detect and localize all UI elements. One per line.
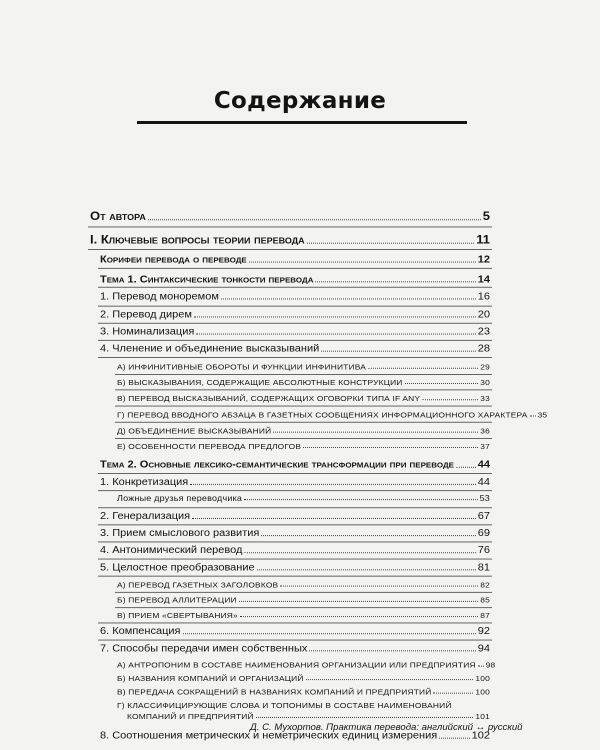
toc-entry-topic-2[interactable] bbox=[100, 460, 490, 471]
dot-leader bbox=[183, 633, 476, 634]
toc-entry-text: 4. Антонимический перевод bbox=[100, 545, 243, 556]
section-divider bbox=[98, 640, 492, 641]
toc-entry-page: 44 bbox=[477, 476, 490, 488]
toc-entry-page: 29 bbox=[480, 362, 490, 372]
toc-entry-page: 23 bbox=[477, 326, 490, 338]
section-divider bbox=[98, 323, 492, 324]
toc-subentry[interactable] bbox=[117, 394, 490, 403]
dot-leader bbox=[303, 447, 478, 448]
toc-entry-page: 82 bbox=[480, 580, 490, 590]
dot-leader bbox=[422, 399, 478, 400]
dot-leader bbox=[194, 317, 476, 318]
dot-leader bbox=[306, 679, 474, 680]
toc-entry[interactable] bbox=[100, 344, 490, 355]
toc-subentry[interactable] bbox=[117, 611, 490, 620]
toc-entry[interactable] bbox=[100, 545, 490, 556]
section-divider bbox=[88, 249, 492, 250]
toc-entry-page: 16 bbox=[477, 291, 490, 303]
toc-subentry-continuation[interactable] bbox=[127, 712, 490, 721]
section-divider bbox=[98, 306, 492, 307]
dot-leader bbox=[192, 518, 476, 519]
section-divider bbox=[115, 592, 492, 593]
section-divider bbox=[98, 559, 492, 560]
toc-entry-page: 67 bbox=[477, 510, 490, 522]
toc-entry-text: Ложные друзья переводчика bbox=[117, 493, 243, 503]
toc-entry-text: А) ИНФИНИТИВНЫЕ ОБОРОТЫ И ФУНКЦИИ ИНФИНИТИВА bbox=[117, 362, 367, 372]
dot-leader bbox=[273, 432, 478, 433]
toc-entry-page: 69 bbox=[477, 528, 490, 539]
toc-entry-text: 2. Генерализация bbox=[100, 510, 191, 522]
section-divider bbox=[98, 623, 492, 624]
dot-leader bbox=[439, 738, 469, 739]
section-divider bbox=[98, 576, 492, 577]
toc-entry[interactable] bbox=[100, 291, 490, 302]
dot-leader bbox=[239, 601, 479, 602]
toc-entry-text: Б) ПЕРЕВОД АЛЛИТЕРАЦИИ bbox=[117, 595, 237, 605]
toc-subentry[interactable] bbox=[117, 494, 490, 503]
dot-leader bbox=[244, 499, 477, 500]
toc-entry-text: А) ПЕРЕВОД ГАЗЕТНЫХ ЗАГОЛОВКОВ bbox=[117, 580, 279, 590]
dot-leader bbox=[221, 299, 476, 300]
toc-entry[interactable] bbox=[100, 477, 490, 488]
toc-subentry[interactable] bbox=[117, 701, 490, 710]
toc-entry-page: 35 bbox=[537, 410, 548, 420]
dot-leader bbox=[368, 368, 478, 369]
section-divider bbox=[98, 490, 492, 491]
toc-subentry[interactable] bbox=[117, 580, 490, 589]
toc-entry-from-author[interactable] bbox=[90, 209, 490, 223]
section-divider bbox=[115, 607, 492, 608]
dot-leader bbox=[196, 334, 475, 335]
toc-entry-text: I. Ключевые вопросы теории перевода bbox=[90, 232, 305, 247]
toc-entry-text: В) ПРИЕМ «СВЕРТЫВАНИЯ» bbox=[117, 610, 238, 620]
dot-leader bbox=[478, 666, 484, 667]
toc-entry-text: 5. Целостное преобразование bbox=[100, 562, 255, 573]
dot-leader bbox=[405, 383, 479, 384]
toc-entry-page: 53 bbox=[479, 493, 490, 503]
toc-entry-page: 102 bbox=[471, 730, 490, 742]
toc-subentry[interactable] bbox=[117, 660, 496, 670]
toc-entry-text: Д) ОБЪЕДИНЕНИЕ ВЫСКАЗЫВАНИЙ bbox=[117, 426, 272, 436]
dot-leader bbox=[249, 262, 476, 263]
toc-entry-text: От автора bbox=[90, 209, 146, 223]
dot-leader bbox=[309, 650, 475, 651]
toc-entry[interactable] bbox=[100, 326, 490, 337]
toc-entry-text: Б) НАЗВАНИЯ КОМПАНИЙ И ОРГАНИЗАЦИЙ bbox=[117, 673, 304, 683]
dot-leader bbox=[307, 243, 475, 244]
toc-entry-text: Г) ПЕРЕВОД ВВОДНОГО АБЗАЦА В ГАЗЕТНЫХ СООБЩЕНИЯХ ИНФОРМАЦИОННОГО ХАРАКТЕРА bbox=[117, 410, 528, 420]
toc-entry-page: 12 bbox=[477, 254, 490, 266]
section-divider bbox=[88, 227, 492, 228]
toc-entry[interactable] bbox=[100, 528, 490, 539]
toc-subentry[interactable] bbox=[117, 426, 490, 435]
toc-entry-page: 28 bbox=[477, 343, 490, 355]
toc-entry-page: 100 bbox=[475, 687, 490, 697]
section-divider bbox=[98, 287, 492, 288]
toc-entry-text: 7. Способы передачи имен собственных bbox=[100, 643, 308, 654]
toc-entry-text: 8. Соотношения метрических и неметрических единиц измерения bbox=[100, 730, 438, 742]
toc-entry-page: 44 bbox=[477, 459, 490, 471]
toc-entry[interactable] bbox=[100, 626, 490, 637]
dot-leader bbox=[315, 281, 475, 282]
toc-entry[interactable] bbox=[100, 309, 490, 320]
section-divider bbox=[115, 374, 492, 375]
dot-leader bbox=[240, 616, 478, 617]
toc-entry-page: 5 bbox=[482, 209, 490, 223]
toc-entry-text: А) АНТРОПОНИМ В СОСТАВЕ НАИМЕНОВАНИЯ ОРГАНИЗАЦИИ ИЛИ ПРЕДПРИЯТИЯ bbox=[117, 660, 476, 670]
toc-entry-masters[interactable] bbox=[100, 254, 490, 265]
section-divider bbox=[115, 406, 492, 407]
toc-entry-text: Б) ВЫСКАЗЫВАНИЯ, СОДЕРЖАЩИЕ АБСОЛЮТНЫЕ КОНСТРУКЦИИ bbox=[117, 377, 403, 387]
dot-leader bbox=[261, 535, 475, 536]
toc-subentry[interactable] bbox=[117, 596, 490, 605]
section-divider bbox=[98, 524, 492, 525]
toc-entry[interactable] bbox=[100, 643, 490, 654]
section-divider bbox=[98, 473, 492, 474]
toc-entry[interactable] bbox=[100, 562, 490, 573]
toc-entry-page: 81 bbox=[477, 562, 490, 573]
toc-subentry[interactable] bbox=[117, 378, 490, 387]
toc-entry-text: Корифеи перевода о переводе bbox=[100, 254, 247, 266]
dot-leader bbox=[433, 693, 473, 694]
toc-entry-text: 1. Конкретизация bbox=[100, 476, 189, 488]
page-title: Содержание bbox=[213, 88, 387, 114]
toc-entry-page: 30 bbox=[480, 377, 490, 387]
toc-entry-page: 20 bbox=[477, 309, 490, 321]
section-divider bbox=[115, 389, 492, 390]
toc-subentry[interactable] bbox=[117, 442, 490, 451]
toc-entry-text: 1. Перевод моноремом bbox=[100, 291, 219, 303]
dot-leader bbox=[280, 586, 478, 587]
toc-entry-text: В) ПЕРЕВОД ВЫСКАЗЫВАНИЙ, СОДЕРЖАЩИХ ОГОВОРКИ ТИПА IF ANY bbox=[117, 393, 421, 403]
toc-entry-page: 98 bbox=[485, 660, 496, 670]
running-footer: Д. С. Мухортов. Практика перевода: английский ↔ русский bbox=[250, 722, 523, 733]
toc-entry-text: 2. Перевод дирем bbox=[100, 309, 192, 321]
section-divider bbox=[98, 507, 492, 508]
dot-leader bbox=[321, 351, 475, 352]
toc-entry-page: 85 bbox=[480, 595, 490, 605]
toc-entry-text: В) ПЕРЕДАЧА СОКРАЩЕНИЙ В НАЗВАНИЯХ КОМПАНИЙ И ПРЕДПРИЯТИЙ bbox=[117, 687, 432, 697]
dot-leader bbox=[148, 219, 481, 220]
toc-entry-text: Е) ОСОБЕННОСТИ ПЕРЕВОДА ПРЕДЛОГОВ bbox=[117, 441, 302, 451]
section-divider bbox=[98, 340, 492, 341]
toc-subentry[interactable] bbox=[117, 410, 548, 420]
dot-leader bbox=[257, 569, 476, 570]
toc-entry-text: 4. Членение и объединение высказываний bbox=[100, 343, 320, 355]
section-divider bbox=[115, 422, 492, 423]
dot-leader bbox=[530, 416, 536, 417]
toc-subentry[interactable] bbox=[117, 362, 490, 371]
section-divider bbox=[98, 542, 492, 543]
toc-entry-page: 11 bbox=[476, 232, 490, 247]
section-divider bbox=[98, 268, 492, 269]
toc-entry-page: 101 bbox=[475, 711, 490, 721]
toc-entry-text: Тема 2. Основные лексико-семантические трансформации при переводе bbox=[100, 459, 454, 471]
toc-entry-page: 37 bbox=[480, 441, 490, 451]
toc-entry-page: 36 bbox=[480, 426, 490, 436]
dot-leader bbox=[256, 717, 474, 718]
toc-subentry[interactable] bbox=[117, 687, 490, 696]
toc-entry[interactable] bbox=[100, 511, 490, 522]
toc-entry-page: 92 bbox=[477, 626, 490, 637]
toc-entry-page: 100 bbox=[475, 673, 490, 683]
toc-entry-text: КОМПАНИЙ И ПРЕДПРИЯТИЙ bbox=[127, 711, 254, 721]
toc-entry-text: 3. Прием смыслового развития bbox=[100, 528, 260, 539]
toc-entry-page: 33 bbox=[480, 393, 490, 403]
toc-entry-text: Тема 1. Синтаксические тонкости перевода bbox=[100, 274, 314, 285]
toc-entry-text: 6. Компенсация bbox=[100, 626, 181, 637]
toc-subentry[interactable] bbox=[117, 674, 490, 683]
toc-entry-page: 76 bbox=[477, 545, 490, 556]
toc-entry-text: 3. Номинализация bbox=[100, 326, 195, 338]
dot-leader bbox=[456, 467, 476, 468]
toc-entry-page: 87 bbox=[480, 610, 490, 620]
toc-entry-text: Г) КЛАССИФИЦИРУЮЩИЕ СЛОВА И ТОПОНИМЫ В СОСТАВЕ НАИМЕНОВАНИЙ bbox=[117, 700, 452, 710]
toc-entry-part-1[interactable] bbox=[90, 233, 490, 247]
toc-entry-page: 94 bbox=[477, 643, 490, 654]
toc-entry-page: 14 bbox=[477, 274, 490, 285]
toc-entry-topic-1[interactable] bbox=[100, 274, 490, 285]
section-divider bbox=[98, 357, 492, 358]
dot-leader bbox=[190, 484, 475, 485]
section-divider bbox=[115, 438, 492, 439]
dot-leader bbox=[244, 552, 475, 553]
